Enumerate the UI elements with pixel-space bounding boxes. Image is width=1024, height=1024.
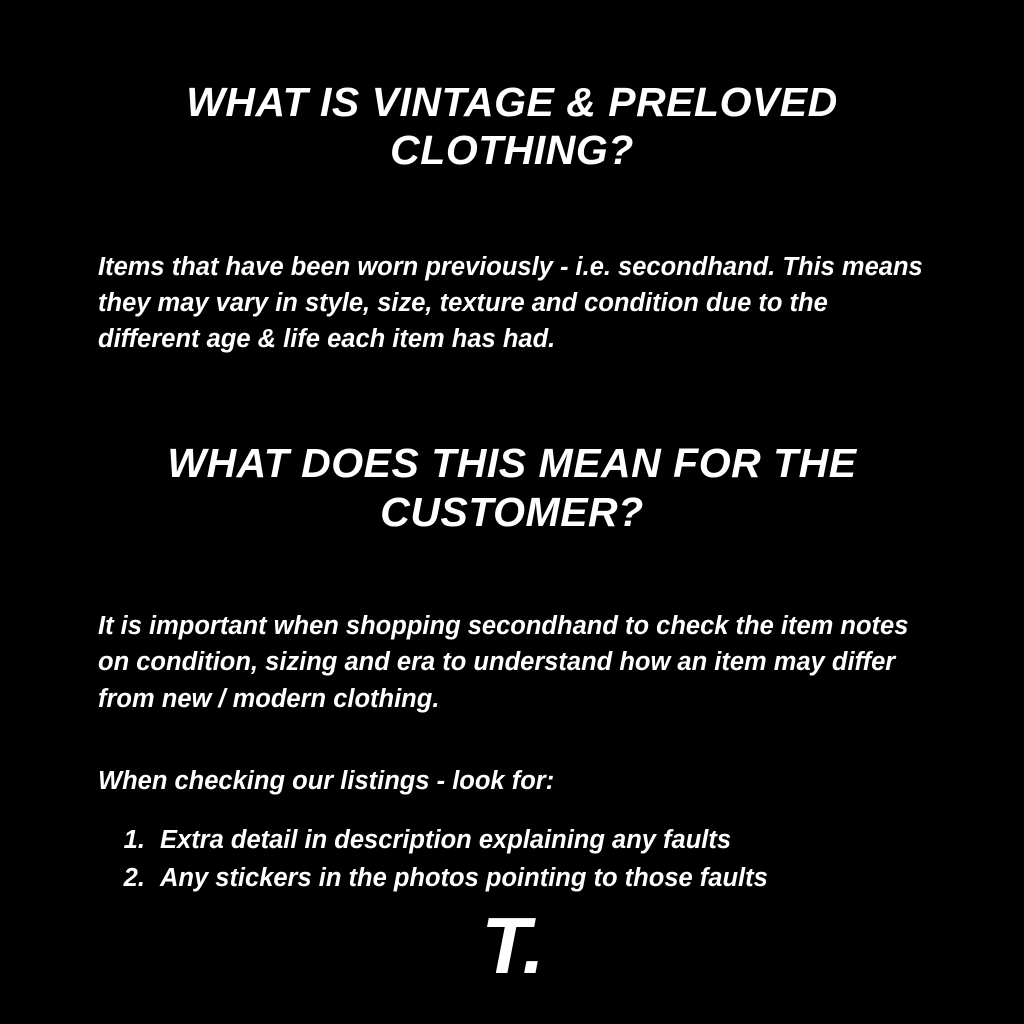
logo-container [0,901,1024,990]
heading-secondary: WHAT DOES THIS MEAN FOR THE CUSTOMER? [167,440,857,535]
heading-primary: WHAT IS VINTAGE & PRELOVED CLOTHING? [186,79,838,174]
list-item: 2. Any stickers in the photos pointing to those faults [152,859,954,897]
brand-logo: T. [481,901,543,990]
paragraph-definition: Items that have been worn previously - i.e. secondhand. This means they may vary in style, size, texture and condition due to the different age & life each item has had. [98,252,923,354]
list-item: 1. Extra detail in description explaining any faults [152,821,954,859]
paragraph-look-for: When checking our listings - look for: [98,766,555,795]
paragraph-customer-meaning: It is important when shopping secondhand to check the item notes on condition, sizing and era to understand how an item may differ from new / modern clothing. [98,612,909,713]
checklist [70,821,954,898]
